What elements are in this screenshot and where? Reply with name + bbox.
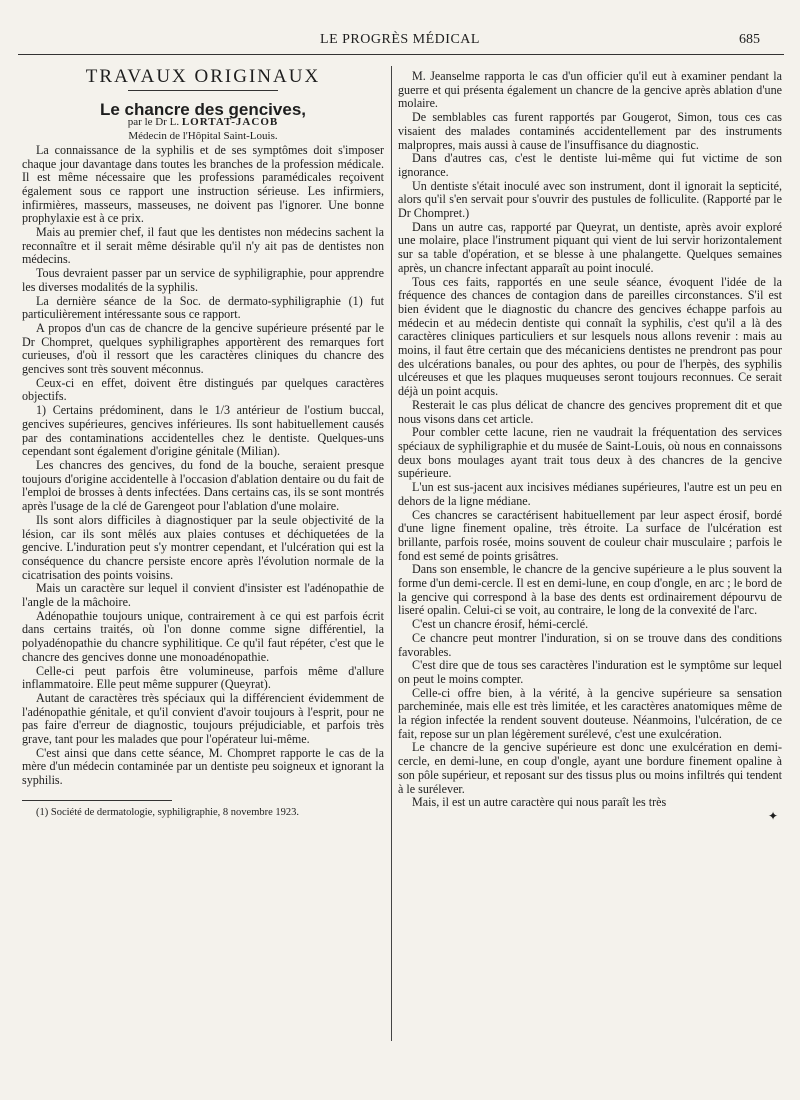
page-number: 685 [739,32,760,47]
paragraph: 1) Certains prédominent, dans le 1/3 antérieur de l'ostium buccal, gencives supérieures, gencives inférieures. Ils sont habituellement causés par des contaminations accidentelles chez le dentiste. Quelques-uns cependant sont également d'origine génitale (Milian). [22,403,384,459]
paragraph: La connaissance de la syphilis et de ses symptômes doit s'imposer chaque jour davantage dans toutes les branches de la profession médicale. Il est même nécessaire que les professions paramédicales reçoivent également sous ce rapport une instruction sérieuse. Les infirmiers, infirmières, masseurs, masseuses, ne doivent pas l'ignorer. Une bonne prophylaxie est à ce prix. [22,142,384,226]
author-name: LORTAT-JACOB [181,116,279,129]
footnote: (1) Société de dermatologie, syphiligraphie, 8 novembre 1923. [36,806,300,818]
paragraph: Autant de caractères très spéciaux qui la différencient évidemment de l'adénopathie génitale, et qu'il convient d'avoir toujours à l'esprit, pour ne pas faire d'erreur de diagnostic, toujours préjudiciable, et parfois très grave, tant pour les malades que pour l'opérateur lui-même. [22,690,384,747]
page-header [0,28,800,52]
paragraph: Tous devraient passer par un service de syphiligraphie, pour apprendre les diverses modalités de la syphilis. [22,266,384,294]
paragraph: L'un est sus-jacent aux incisives médianes supérieures, l'autre est un peu en dehors de la ligne médiane. [398,480,782,508]
paragraph: Dans un autre cas, rapporté par Queyrat, un dentiste, après avoir exploré une molaire, place l'instrument piquant qui vient de lui servir horizontalement sur sa table d'opération, et se blesse à une phalangette. Quelques semaines après, un chancre infectant apparaît au point inoculé. [398,219,782,275]
paragraph: Tous ces faits, rapportés en une seule séance, évoquent l'idée de la fréquence des chances de contagion dans de pareilles circonstances. S'il est bien évident que le diagnostic du chancre des gencives échappe parfois au médecin et au médecin dentiste qui connaît la syphilis, c'est qu'il a là des caractères cliniques particuliers et sur lesquels nous allons revenir : mais au moins, il faut être certain que des mécaniciens dentistes ne prendront pas pour des ulcérations banales, ou pour des aphtes, ou pour de l'herpès, des syphilis ulcéreuses et que les plaques muqueuses seront toujours reconnues. Ce serait déjà un point acquis. [398,274,782,399]
paragraph: C'est ainsi que dans cette séance, M. Chompret rapporte le cas de la mère d'un médecin contaminée par un dentiste peu soigneux et ignorant la syphilis. [22,745,384,788]
paragraph: Les chancres des gencives, du fond de la bouche, seraient presque toujours d'origine accidentelle à l'occasion d'ablation dentaire ou du fait de l'emploi de brosses à dents infectées. Dans certains cas, ils se sont montrés après l'usage de la clé de Garengeot pour l'ablation d'une molaire. [22,457,384,514]
byline [22,116,384,130]
paragraph: C'est dire que de tous ses caractères l'induration est le symptôme sur lequel on peut le moins compter. [398,658,782,686]
running-title: LE PROGRÈS MÉDICAL [320,32,480,47]
title-rule [128,90,278,91]
paragraph: Adénopathie toujours unique, contrairement à ce qui est parfois écrit dans certains traités, où l'on donne comme signe différentiel, la polyadénopathie du chancre syphilitique. Ce qu'il faut répéter, c'est que le chancre des gencives donne une monoadénopathie. [22,608,384,664]
right-column [398,70,782,824]
paragraph: Mais au premier chef, il faut que les dentistes non médecins sachent la reconnaître et il serait même désirable qu'il n'y ait pas de dentistes non médecins. [22,225,384,267]
left-column [22,66,384,820]
paragraph: Ces chancres se caractérisent habituellement par leur aspect érosif, bordé d'une ligne finement opaline, très étroite. La surface de l'ulcération est brillante, parfois rosée, moins souvent de couleur chair musculaire ; parfois le fond est semé de points grisâtres. [398,507,782,563]
header-rule [18,54,784,55]
column-divider [391,66,392,1041]
article-title: Le chancre des gencives, [100,99,306,119]
paragraph: Dans son ensemble, le chancre de la gencive supérieure a le plus souvent la forme d'un demi-cercle. Il est en demi-lune, en coup d'ongle, en arc ; le bord de la gencive qui correspond à la base des dents est ordinairement dépourvu de liseré opalin. Celui-ci se voit, au contraire, le long de la convexité de l'arc. [398,562,782,618]
paragraph: Pour combler cette lacune, rien ne vaudrait la fréquentation des services spéciaux de syphiligraphie et du musée de Saint-Louis, où nous en connaissons deux bons moulages ayant trait tous deux à des chancres de la gencive supérieure. [398,425,782,481]
paragraph: Mais, il est un autre caractère qui nous paraît les très [412,795,667,810]
paragraph: Ce chancre peut montrer l'induration, si on se trouve dans des conditions favorables. [398,630,782,659]
paragraph: Celle-ci peut parfois être volumineuse, parfois même d'allure inflammatoire. Elle peut même suppurer (Queyrat). [22,663,384,692]
paragraph: C'est un chancre érosif, hémi-cerclé. [412,617,589,632]
section-title: TRAVAUX ORIGINAUX [85,66,321,87]
end-ornament-icon: ✦ [767,808,778,823]
byline-prefix: par le Dr L. [127,116,180,129]
paragraph: A propos d'un cas de chancre de la gencive supérieure présenté par le Dr Chompret, quelques syphiligraphes apportèrent des remarques fort curieuses, d'où il ressort que les caractères cliniques du chancre des gencives sont très souvent méconnus. [22,320,384,377]
paragraph: Mais un caractère sur lequel il convient d'insister est l'adénopathie de l'angle de la mâchoire. [22,581,384,610]
paragraph: Resterait le cas plus délicat de chancre des gencives proprement dit et que nous visons dans cet article. [398,397,782,426]
paragraph: M. Jeanselme rapporta le cas d'un officier qu'il eut à examiner pendant la guerre et qui présenta également un chancre de la gencive après ablation d'une molaire. [398,69,782,111]
paragraph: Ceux-ci en effet, doivent être distingués par quelques caractères objectifs. [22,375,384,404]
paragraph: Celle-ci offre bien, à la vérité, à la gencive supérieure sa sensation parcheminée, mais elle est très limitée, et les caractères anatomiques même de la région infectée la rendent souvent douteuse. Néanmoins, l'ulcération, de ce fait, repose sur un plan légèrement surélevé, c'est une exulcération. [398,685,782,741]
paragraph: Ils sont alors difficiles à diagnostiquer par la seule objectivité de la lésion, car ils sont mêlés aux plaies contuses et déchiquetées de la gencive. L'induration peut s'y montrer cependant, et l'ulcération qui est la conséquence du chancre persiste encore après l'évolution normale de la cicatrisation des points voisins. [22,512,384,582]
paragraph: Dans d'autres cas, c'est le dentiste lui-même qui fut victime de son ignorance. [398,151,782,179]
paragraph: Un dentiste s'était inoculé avec son instrument, dont il ignorait la septicité, alors qu'il s'en servait pour s'ouvrir des pustules de folliculite. (Rapporté par le Dr Chompret.) [398,178,782,221]
author-affiliation: Médecin de l'Hôpital Saint-Louis. [128,130,278,143]
paragraph: De semblables cas furent rapportés par Gougerot, Simon, tous ces cas visaient des malades contaminés accidentellement par des instruments malpropres, mais aussi à cause de l'insuffisance du diagnostic. [398,110,782,152]
paragraph: Le chancre de la gencive supérieure est donc une exulcération en demi-cercle, en demi-lune, en coup d'ongle, ayant une bordure finement opaline à son pôle supérieur, et reposant sur des tissus plus ou moins infiltrés qui tendent à le surélever. [398,740,782,796]
paragraph: La dernière séance de la Soc. de dermato-syphiligraphie (1) fut particulièrement intéressante sous ce rapport. [22,293,384,322]
footnote-rule [22,800,172,801]
